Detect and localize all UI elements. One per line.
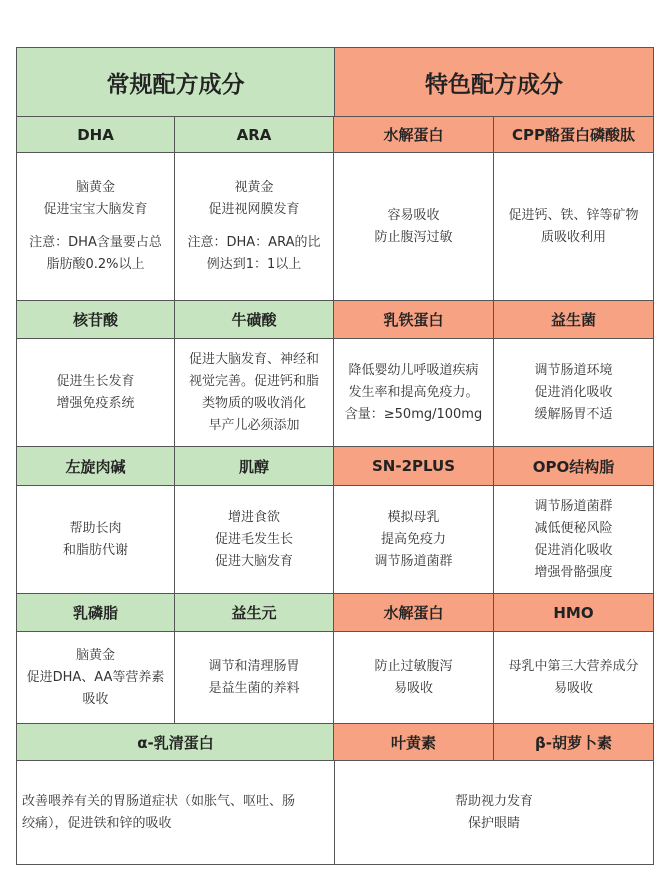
text-line: 防止过敏腹泻 — [374, 658, 453, 674]
ingredient-description — [16, 631, 175, 724]
ingredient-header: ARA — [174, 116, 334, 153]
text-line: 增进食欲 — [227, 509, 280, 525]
formula-ingredients-table — [16, 47, 654, 865]
text-line: 脑黄金 — [75, 647, 115, 663]
ingredient-header: DHA — [16, 116, 175, 153]
ingredient-description — [333, 631, 494, 724]
text-line: 注意：DHA含量要占总 — [29, 235, 162, 250]
regular-formula-title: 常规配方成分 — [16, 47, 335, 117]
ingredient-header: 叶黄素 — [333, 723, 494, 761]
text-line: 降低婴幼儿呼吸道疾病 — [348, 362, 479, 378]
text-line: 帮助视力发育 — [454, 793, 533, 809]
text-line: 例达到1：1以上 — [206, 257, 302, 272]
text-line: 防止腹泻过敏 — [374, 229, 453, 245]
text-line: 调节肠道菌群 — [534, 498, 613, 514]
text-line: 提高免疫力 — [380, 531, 446, 547]
ingredient-description — [174, 152, 334, 301]
ingredient-header: 益生元 — [174, 593, 334, 632]
text-line: 促进钙、铁、锌等矿物 — [508, 207, 639, 223]
text-line: 含量：≥50mg/100mg — [344, 406, 483, 422]
text-line: 易吸收 — [553, 680, 593, 696]
text-line: 质吸收利用 — [540, 229, 606, 245]
text-line: 减低便秘风险 — [534, 520, 613, 536]
text-line: 母乳中第三大营养成分 — [508, 658, 639, 674]
text-line: 调节和清理肠胃 — [208, 658, 300, 674]
text-line: 增强骨骼强度 — [534, 564, 613, 580]
text-line: 绞痛），促进铁和锌的吸收 — [22, 815, 172, 831]
text-line: 促进DHA、AA等营养素 — [26, 669, 165, 685]
ingredient-header: 核苷酸 — [16, 300, 175, 339]
text-line: 保护眼睛 — [467, 815, 520, 831]
ingredient-description — [174, 631, 334, 724]
text-line: 促进消化吸收 — [534, 542, 613, 558]
special-formula-title: 特色配方成分 — [334, 47, 654, 117]
ingredient-header: CPP酪蛋白磷酸肽 — [493, 116, 654, 153]
text-line: 吸收 — [82, 691, 109, 707]
text-line: 改善喂养有关的胃肠道症状（如胀气、呕吐、肠 — [22, 793, 296, 809]
text-line: 促进生长发育 — [56, 373, 135, 389]
ingredient-description — [174, 338, 334, 447]
text-line: 促进大脑发育 — [214, 553, 293, 569]
text-line: 缓解肠胃不适 — [534, 406, 613, 422]
ingredient-header: β-胡萝卜素 — [493, 723, 654, 761]
text-line: 促进消化吸收 — [534, 384, 613, 400]
ingredient-header: SN-2PLUS — [333, 446, 494, 486]
text-line: 促进视网膜发育 — [208, 202, 300, 217]
ingredient-header: 肌醇 — [174, 446, 334, 486]
text-line: 促进大脑发育、神经和 — [188, 351, 319, 367]
ingredient-header: 水解蛋白 — [333, 593, 494, 632]
ingredient-description — [493, 485, 654, 594]
ingredient-description — [493, 152, 654, 301]
ingredient-description — [16, 485, 175, 594]
ingredient-header: α-乳清蛋白 — [16, 723, 335, 761]
text-line: 调节肠道环境 — [534, 362, 613, 378]
ingredient-header: 乳磷脂 — [16, 593, 175, 632]
text-line: 容易吸收 — [387, 207, 440, 223]
ingredient-description — [333, 152, 494, 301]
ingredient-header: 水解蛋白 — [333, 116, 494, 153]
ingredient-description — [16, 152, 175, 301]
ingredient-header: HMO — [493, 593, 654, 632]
ingredient-description — [174, 485, 334, 594]
text-line: 视觉完善。促进钙和脂 — [188, 373, 319, 389]
text-line: 注意：DHA：ARA的比 — [187, 235, 321, 250]
text-line: 调节肠道菌群 — [374, 553, 453, 569]
text-line: 易吸收 — [393, 680, 433, 696]
ingredient-description — [334, 760, 654, 865]
ingredient-header: 乳铁蛋白 — [333, 300, 494, 339]
ingredient-description — [333, 338, 494, 447]
text-line: 脑黄金 — [75, 180, 115, 195]
text-line: 脂肪酸0.2%以上 — [46, 257, 145, 272]
text-line: 发生率和提高免疫力。 — [348, 384, 479, 400]
text-line: 类物质的吸收消化 — [201, 395, 306, 411]
text-line: 帮助长肉 — [69, 520, 122, 536]
ingredient-description — [333, 485, 494, 594]
ingredient-header: 牛磺酸 — [174, 300, 334, 339]
text-line: 促进毛发生长 — [214, 531, 293, 547]
ingredient-description — [493, 338, 654, 447]
ingredient-description — [16, 338, 175, 447]
text-line: 模拟母乳 — [387, 509, 440, 525]
ingredient-description — [16, 760, 335, 865]
ingredient-header: OPO结构脂 — [493, 446, 654, 486]
text-line: 是益生菌的养料 — [208, 680, 300, 696]
ingredient-header: 左旋肉碱 — [16, 446, 175, 486]
text-line: 增强免疫系统 — [56, 395, 135, 411]
text-line: 早产儿必须添加 — [208, 417, 300, 433]
text-line: 视黄金 — [234, 180, 274, 195]
ingredient-header: 益生菌 — [493, 300, 654, 339]
text-line: 和脂肪代谢 — [62, 542, 128, 558]
text-line: 促进宝宝大脑发育 — [43, 202, 148, 217]
ingredient-description — [493, 631, 654, 724]
